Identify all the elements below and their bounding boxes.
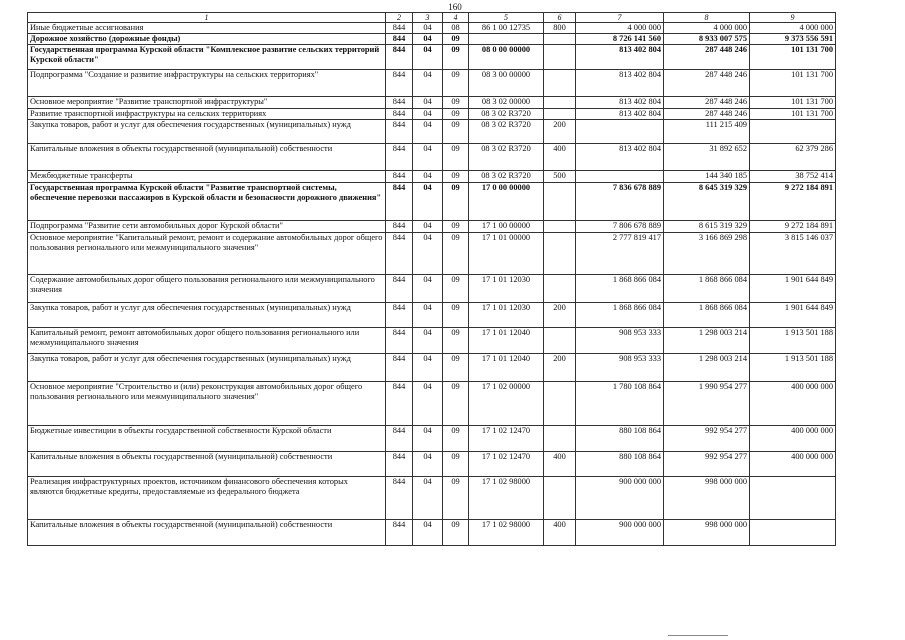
target-article-code: 17 1 01 12030	[469, 303, 544, 328]
line-item-name: Закупка товаров, работ и услуг для обеспечения государственных (муниципальных) нужд	[28, 303, 386, 328]
subsection-code: 09	[443, 34, 469, 45]
line-item-name: Содержание автомобильных дорог общего пользования регионального или межмуниципального значения	[28, 275, 386, 303]
subsection-code: 09	[443, 45, 469, 70]
expense-type-code: 200	[544, 303, 576, 328]
amount-year-2: 111 215 409	[664, 120, 750, 144]
amount-year-1: 8 726 141 560	[576, 34, 664, 45]
line-item-name: Подпрограмма "Создание и развитие инфраструктуры на сельских территориях"	[28, 70, 386, 97]
amount-year-3: 1 901 644 849	[750, 275, 836, 303]
subsection-code: 09	[443, 452, 469, 477]
target-article-code: 17 0 00 00000	[469, 183, 544, 221]
table-row	[28, 477, 836, 520]
target-article-code: 17 1 02 98000	[469, 477, 544, 520]
subsection-code: 09	[443, 520, 469, 546]
column-number-row	[28, 13, 836, 23]
subsection-code: 09	[443, 171, 469, 183]
line-item-name: Капитальные вложения в объекты государственной (муниципальной) собственности	[28, 144, 386, 171]
amount-year-2: 998 000 000	[664, 477, 750, 520]
line-item-name: Капитальные вложения в объекты государственной (муниципальной) собственности	[28, 452, 386, 477]
line-item-name: Межбюджетные трансферты	[28, 171, 386, 183]
target-article-code: 08 3 02 R3720	[469, 120, 544, 144]
table-body	[28, 23, 836, 546]
section-code: 04	[413, 144, 443, 171]
table-row	[28, 328, 836, 354]
section-code: 04	[413, 34, 443, 45]
column-header: 6	[544, 13, 576, 23]
amount-year-3: 62 379 286	[750, 144, 836, 171]
ministry-code: 844	[386, 183, 413, 221]
expense-type-code	[544, 97, 576, 109]
line-item-name: Государственная программа Курской области "Комплексное развитие сельских территорий Курской области"	[28, 45, 386, 70]
expense-type-code	[544, 382, 576, 426]
ministry-code: 844	[386, 328, 413, 354]
subsection-code: 09	[443, 303, 469, 328]
expense-type-code	[544, 109, 576, 120]
target-article-code: 17 1 02 98000	[469, 520, 544, 546]
amount-year-3: 9 272 184 891	[750, 183, 836, 221]
amount-year-2: 1 298 003 214	[664, 354, 750, 382]
target-article-code	[469, 34, 544, 45]
amount-year-2: 31 892 652	[664, 144, 750, 171]
ministry-code: 844	[386, 34, 413, 45]
table-row	[28, 520, 836, 546]
amount-year-1: 900 000 000	[576, 477, 664, 520]
amount-year-3: 3 815 146 037	[750, 233, 836, 275]
amount-year-1: 4 000 000	[576, 23, 664, 34]
amount-year-3: 9 373 556 591	[750, 34, 836, 45]
amount-year-2: 1 298 003 214	[664, 328, 750, 354]
amount-year-2: 1 868 866 084	[664, 303, 750, 328]
amount-year-3: 101 131 700	[750, 97, 836, 109]
expense-type-code	[544, 426, 576, 452]
amount-year-3	[750, 477, 836, 520]
subsection-code: 09	[443, 97, 469, 109]
amount-year-2: 992 954 277	[664, 426, 750, 452]
amount-year-1: 900 000 000	[576, 520, 664, 546]
table-row	[28, 354, 836, 382]
amount-year-1: 1 868 866 084	[576, 275, 664, 303]
page-number: 160	[448, 2, 462, 12]
ministry-code: 844	[386, 144, 413, 171]
table-row	[28, 452, 836, 477]
ministry-code: 844	[386, 354, 413, 382]
expense-type-code	[544, 34, 576, 45]
line-item-name: Закупка товаров, работ и услуг для обеспечения государственных (муниципальных) нужд	[28, 120, 386, 144]
amount-year-1	[576, 120, 664, 144]
amount-year-2: 144 340 185	[664, 171, 750, 183]
subsection-code: 08	[443, 23, 469, 34]
section-code: 04	[413, 23, 443, 34]
scan-artifact	[668, 635, 728, 636]
amount-year-1: 2 777 819 417	[576, 233, 664, 275]
amount-year-1: 813 402 804	[576, 45, 664, 70]
amount-year-3	[750, 120, 836, 144]
section-code: 04	[413, 120, 443, 144]
target-article-code: 86 1 00 12735	[469, 23, 544, 34]
line-item-name: Иные бюджетные ассигнования	[28, 23, 386, 34]
expense-type-code	[544, 221, 576, 233]
subsection-code: 09	[443, 275, 469, 303]
expense-type-code	[544, 70, 576, 97]
target-article-code: 17 1 01 00000	[469, 233, 544, 275]
table-row	[28, 70, 836, 97]
target-article-code: 17 1 00 00000	[469, 221, 544, 233]
column-header: 4	[443, 13, 469, 23]
section-code: 04	[413, 328, 443, 354]
expense-type-code: 200	[544, 120, 576, 144]
amount-year-3: 38 752 414	[750, 171, 836, 183]
line-item-name: Подпрограмма "Развитие сети автомобильных дорог Курской области"	[28, 221, 386, 233]
line-item-name: Капитальный ремонт, ремонт автомобильных дорог общего пользования регионального или межмуниципального значения	[28, 328, 386, 354]
table-row	[28, 171, 836, 183]
amount-year-2: 3 166 869 298	[664, 233, 750, 275]
subsection-code: 09	[443, 144, 469, 171]
subsection-code: 09	[443, 70, 469, 97]
table-row	[28, 183, 836, 221]
amount-year-1: 880 108 864	[576, 452, 664, 477]
amount-year-1: 908 953 333	[576, 354, 664, 382]
ministry-code: 844	[386, 45, 413, 70]
ministry-code: 844	[386, 233, 413, 275]
section-code: 04	[413, 171, 443, 183]
table-row	[28, 34, 836, 45]
amount-year-2: 8 615 319 329	[664, 221, 750, 233]
target-article-code: 08 3 02 R3720	[469, 144, 544, 171]
expense-type-code: 400	[544, 520, 576, 546]
section-code: 04	[413, 426, 443, 452]
amount-year-2: 287 448 246	[664, 45, 750, 70]
line-item-name: Капитальные вложения в объекты государственной (муниципальной) собственности	[28, 520, 386, 546]
amount-year-3: 400 000 000	[750, 452, 836, 477]
column-header: 1	[28, 13, 386, 23]
section-code: 04	[413, 183, 443, 221]
line-item-name: Бюджетные инвестиции в объекты государственной собственности Курской области	[28, 426, 386, 452]
line-item-name: Государственная программа Курской области "Развитие транспортной системы, обеспечение перевозки пассажиров в Курской области и безопасности дорожного движения"	[28, 183, 386, 221]
table-row	[28, 275, 836, 303]
line-item-name: Развитие транспортной инфраструктуры на сельских территориях	[28, 109, 386, 120]
amount-year-3: 400 000 000	[750, 426, 836, 452]
amount-year-2: 1 990 954 277	[664, 382, 750, 426]
ministry-code: 844	[386, 520, 413, 546]
subsection-code: 09	[443, 426, 469, 452]
line-item-name: Основное мероприятие "Капитальный ремонт, ремонт и содержание автомобильных дорог общего пользования регионального или межмуниципального значения"	[28, 233, 386, 275]
expense-type-code: 200	[544, 354, 576, 382]
table-row	[28, 303, 836, 328]
amount-year-3: 1 913 501 188	[750, 354, 836, 382]
amount-year-2: 4 000 000	[664, 23, 750, 34]
subsection-code: 09	[443, 109, 469, 120]
ministry-code: 844	[386, 109, 413, 120]
amount-year-2: 287 448 246	[664, 109, 750, 120]
section-code: 04	[413, 303, 443, 328]
amount-year-2: 8 933 007 575	[664, 34, 750, 45]
amount-year-2: 992 954 277	[664, 452, 750, 477]
expense-type-code	[544, 183, 576, 221]
table-row	[28, 233, 836, 275]
expense-type-code	[544, 275, 576, 303]
subsection-code: 09	[443, 354, 469, 382]
table-row	[28, 23, 836, 34]
target-article-code: 08 3 02 R3720	[469, 171, 544, 183]
table-row	[28, 426, 836, 452]
section-code: 04	[413, 452, 443, 477]
table-row	[28, 97, 836, 109]
ministry-code: 844	[386, 23, 413, 34]
column-header: 5	[469, 13, 544, 23]
ministry-code: 844	[386, 97, 413, 109]
amount-year-1: 1 868 866 084	[576, 303, 664, 328]
amount-year-3: 101 131 700	[750, 45, 836, 70]
expense-type-code	[544, 328, 576, 354]
section-code: 04	[413, 221, 443, 233]
amount-year-1: 7 806 678 889	[576, 221, 664, 233]
amount-year-3: 1 901 644 849	[750, 303, 836, 328]
section-code: 04	[413, 70, 443, 97]
section-code: 04	[413, 354, 443, 382]
expense-type-code: 400	[544, 144, 576, 171]
target-article-code: 17 1 01 12040	[469, 328, 544, 354]
section-code: 04	[413, 109, 443, 120]
amount-year-1	[576, 171, 664, 183]
target-article-code: 08 3 02 00000	[469, 97, 544, 109]
ministry-code: 844	[386, 382, 413, 426]
amount-year-2: 998 000 000	[664, 520, 750, 546]
amount-year-1: 813 402 804	[576, 109, 664, 120]
table-row	[28, 382, 836, 426]
target-article-code: 17 1 02 12470	[469, 426, 544, 452]
subsection-code: 09	[443, 221, 469, 233]
amount-year-3: 101 131 700	[750, 109, 836, 120]
column-header: 2	[386, 13, 413, 23]
amount-year-3: 101 131 700	[750, 70, 836, 97]
column-header: 3	[413, 13, 443, 23]
section-code: 04	[413, 45, 443, 70]
subsection-code: 09	[443, 233, 469, 275]
column-header: 8	[664, 13, 750, 23]
table-row	[28, 120, 836, 144]
table-row	[28, 221, 836, 233]
ministry-code: 844	[386, 303, 413, 328]
amount-year-3: 400 000 000	[750, 382, 836, 426]
amount-year-3: 4 000 000	[750, 23, 836, 34]
expense-type-code: 400	[544, 452, 576, 477]
amount-year-3: 1 913 501 188	[750, 328, 836, 354]
amount-year-1: 880 108 864	[576, 426, 664, 452]
expense-type-code	[544, 45, 576, 70]
section-code: 04	[413, 275, 443, 303]
ministry-code: 844	[386, 120, 413, 144]
target-article-code: 17 1 02 00000	[469, 382, 544, 426]
line-item-name: Основное мероприятие "Развитие транспортной инфраструктуры"	[28, 97, 386, 109]
amount-year-2: 8 645 319 329	[664, 183, 750, 221]
section-code: 04	[413, 233, 443, 275]
target-article-code: 17 1 02 12470	[469, 452, 544, 477]
amount-year-1: 813 402 804	[576, 97, 664, 109]
line-item-name: Основное мероприятие "Строительство и (или) реконструкция автомобильных дорог общего пользования регионального или межмуниципального значения"	[28, 382, 386, 426]
ministry-code: 844	[386, 452, 413, 477]
amount-year-3: 9 272 184 891	[750, 221, 836, 233]
ministry-code: 844	[386, 70, 413, 97]
column-header: 9	[750, 13, 836, 23]
column-header: 7	[576, 13, 664, 23]
amount-year-2: 1 868 866 084	[664, 275, 750, 303]
ministry-code: 844	[386, 171, 413, 183]
amount-year-1: 813 402 804	[576, 144, 664, 171]
table-row	[28, 144, 836, 171]
expense-type-code: 500	[544, 171, 576, 183]
amount-year-1: 7 836 678 889	[576, 183, 664, 221]
line-item-name: Закупка товаров, работ и услуг для обеспечения государственных (муниципальных) нужд	[28, 354, 386, 382]
amount-year-1: 813 402 804	[576, 70, 664, 97]
amount-year-2: 287 448 246	[664, 70, 750, 97]
ministry-code: 844	[386, 426, 413, 452]
amount-year-2: 287 448 246	[664, 97, 750, 109]
ministry-code: 844	[386, 221, 413, 233]
section-code: 04	[413, 382, 443, 426]
section-code: 04	[413, 520, 443, 546]
budget-table	[27, 12, 836, 546]
table-row	[28, 45, 836, 70]
ministry-code: 844	[386, 477, 413, 520]
amount-year-1: 908 953 333	[576, 328, 664, 354]
line-item-name: Реализация инфраструктурных проектов, источником финансового обеспечения которых являются бюджетные кредиты, предоставляемые из федерального бюджета	[28, 477, 386, 520]
subsection-code: 09	[443, 120, 469, 144]
amount-year-3	[750, 520, 836, 546]
target-article-code: 08 3 02 R3720	[469, 109, 544, 120]
expense-type-code	[544, 233, 576, 275]
target-article-code: 17 1 01 12030	[469, 275, 544, 303]
section-code: 04	[413, 97, 443, 109]
line-item-name: Дорожное хозяйство (дорожные фонды)	[28, 34, 386, 45]
target-article-code: 08 3 00 00000	[469, 70, 544, 97]
subsection-code: 09	[443, 183, 469, 221]
subsection-code: 09	[443, 382, 469, 426]
target-article-code: 17 1 01 12040	[469, 354, 544, 382]
expense-type-code: 800	[544, 23, 576, 34]
section-code: 04	[413, 477, 443, 520]
subsection-code: 09	[443, 477, 469, 520]
target-article-code: 08 0 00 00000	[469, 45, 544, 70]
ministry-code: 844	[386, 275, 413, 303]
subsection-code: 09	[443, 328, 469, 354]
amount-year-1: 1 780 108 864	[576, 382, 664, 426]
expense-type-code	[544, 477, 576, 520]
table-row	[28, 109, 836, 120]
